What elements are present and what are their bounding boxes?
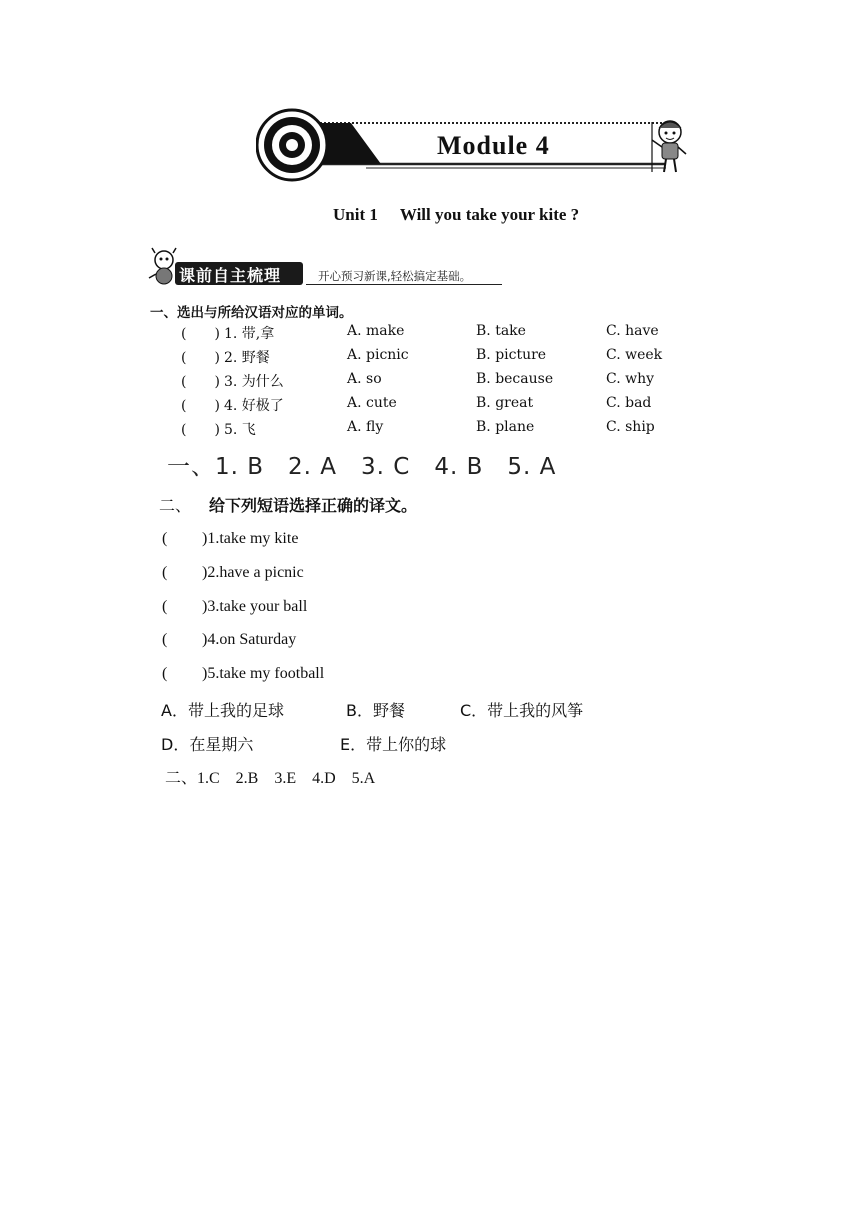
phrase-text: )4.on Saturday <box>202 631 297 648</box>
option-b: B. take <box>476 323 526 339</box>
part2-item <box>162 665 324 683</box>
part1-row <box>0 323 860 347</box>
option-a: A. fly <box>347 419 384 435</box>
part2-heading-text: 给下列短语选择正确的译文。 <box>209 496 418 515</box>
option-c: C. week <box>606 347 663 363</box>
part2-answer-key: 二、1.C 2.B 3.E 4.D 5.A <box>165 770 376 787</box>
answer-paren: ( ) <box>181 422 220 438</box>
part2-item <box>162 530 298 548</box>
phrase-text: )2.have a picnic <box>202 564 304 581</box>
unit-title <box>333 205 579 225</box>
option-b: B. great <box>476 395 534 411</box>
option-a: A. make <box>347 323 405 339</box>
unit-question: Will you take your kite ? <box>399 205 580 224</box>
question-text: 3. 为什么 <box>224 374 284 390</box>
option-c: C. bad <box>606 395 652 411</box>
part2-heading-number: 二、 <box>159 496 192 515</box>
option-b: B. picture <box>476 347 547 363</box>
choice-e: E．带上你的球 <box>340 735 447 754</box>
answer-paren: ( ) <box>181 374 220 390</box>
option-c: C. why <box>606 371 655 387</box>
option-c: C. ship <box>606 419 655 435</box>
option-a: A. picnic <box>347 347 409 363</box>
part1-heading: 一、选出与所给汉语对应的单词。 <box>150 305 353 321</box>
option-a: A. cute <box>347 395 397 411</box>
answer-paren: ( <box>162 530 168 547</box>
option-c: C. have <box>606 323 659 339</box>
option-a: A. so <box>347 371 382 387</box>
part2-item <box>162 631 296 649</box>
part2-item <box>162 564 304 582</box>
phrase-text: )5.take my football <box>202 665 325 682</box>
answer-paren: ( ) <box>181 350 220 366</box>
question-text: 1. 带,拿 <box>224 326 275 342</box>
choice-d: D．在星期六 <box>161 735 254 754</box>
question-text: 5. 飞 <box>224 422 256 438</box>
choice-c: C．带上我的风筝 <box>460 701 584 720</box>
answer-paren: ( ) <box>181 398 220 414</box>
module-title: Module 4 <box>437 131 550 160</box>
option-b: B. plane <box>476 419 535 435</box>
part1-row <box>0 371 860 395</box>
section-tag-subtitle: 开心预习新课,轻松搞定基础。 <box>318 269 472 283</box>
answer-paren: ( <box>162 631 168 648</box>
choice-b: B．野餐 <box>346 701 405 720</box>
target-icon <box>257 110 327 180</box>
answer-paren: ( <box>162 564 168 581</box>
answer-paren: ( <box>162 598 168 615</box>
part1-row <box>0 347 860 371</box>
part2-heading <box>159 493 417 516</box>
section-tag-title: 课前自主梳理 <box>179 266 282 285</box>
option-b: B. because <box>476 371 554 387</box>
question-text: 4. 好极了 <box>224 398 284 414</box>
part1-answer-key: 一、1. B 2. A 3. C 4. B 5. A <box>167 454 557 480</box>
question-text: 2. 野餐 <box>224 350 270 366</box>
section-tag-underline <box>306 284 502 285</box>
phrase-text: )1.take my kite <box>202 530 299 547</box>
phrase-text: )3.take your ball <box>202 598 308 615</box>
part1-row <box>0 419 860 443</box>
unit-label: Unit 1 <box>333 205 378 224</box>
choice-a: A．带上我的足球 <box>161 701 284 720</box>
answer-paren: ( <box>162 665 168 682</box>
part1-row <box>0 395 860 419</box>
answer-paren: ( ) <box>181 326 220 342</box>
part2-item <box>162 598 307 616</box>
